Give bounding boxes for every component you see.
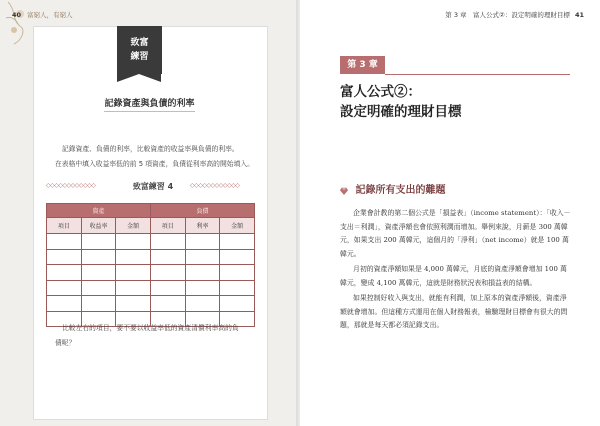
table-cell[interactable] — [220, 296, 255, 312]
table-cell[interactable] — [185, 296, 220, 312]
outro-line-2: 債呢？ — [55, 339, 76, 347]
table-cell[interactable] — [150, 265, 185, 281]
table-cell[interactable] — [220, 265, 255, 281]
intro-line-1: 記錄資產、負債的利率，比較資產的收益率與負債的利率。 — [62, 145, 239, 153]
table-cell[interactable] — [185, 265, 220, 281]
exercise-table-body — [47, 234, 255, 327]
running-head-right-text: 第 3 章 富人公式②：設定明確的理財目標 — [445, 11, 570, 19]
table-cell[interactable] — [81, 234, 116, 250]
table-cell[interactable] — [220, 280, 255, 296]
table-cell[interactable] — [47, 249, 82, 265]
exercise-badge — [117, 26, 162, 74]
decorative-dots-right: ◇◇◇◇◇◇◇◇◇◇◇◇ — [190, 182, 240, 189]
exercise-label-row — [46, 182, 255, 192]
chapter-title — [340, 82, 580, 122]
badge-line-1: 致富 — [130, 38, 149, 48]
subheading — [340, 181, 580, 196]
exercise-label: 致富練習 4 — [132, 182, 174, 191]
group-header-assets: 資產 — [47, 204, 151, 218]
page-number-right: 41 — [574, 11, 584, 19]
column-header: 項目 — [150, 218, 185, 234]
table-cell[interactable] — [220, 234, 255, 250]
column-header: 利率 — [185, 218, 220, 234]
book-gutter — [296, 0, 304, 426]
table-cell[interactable] — [116, 280, 151, 296]
table-cell[interactable] — [81, 296, 116, 312]
table-cell[interactable] — [47, 296, 82, 312]
table-row — [47, 265, 255, 281]
body-text — [340, 207, 572, 335]
outro-text — [55, 321, 265, 351]
running-head-left — [12, 10, 73, 19]
group-header-liabilities: 負債 — [150, 204, 254, 218]
table-cell[interactable] — [47, 280, 82, 296]
column-header: 金額 — [220, 218, 255, 234]
gem-icon — [340, 187, 348, 195]
badge-line-2: 練習 — [130, 52, 149, 62]
table-cell[interactable] — [185, 249, 220, 265]
chapter-badge: 第 3 章 — [340, 56, 385, 74]
table-cell[interactable] — [116, 234, 151, 250]
column-header: 項目 — [47, 218, 82, 234]
body-paragraph: 企業會計教的第二個公式是「損益表」（income statement）：「收入－支出＝利潤」，資產淨額也會依照利潤而增加。舉例來說，月薪是 300 萬韓元，如果支出 200 萬韓元，這個月的「淨利」（net income）就是 100 萬韓元。 — [340, 209, 571, 258]
chapter-title-line-2: 設定明確的理財目標 — [340, 104, 462, 120]
outro-line-1: 比較左右的項目，要不要以收益率低的資產清償利率高的負 — [62, 324, 239, 332]
subheading-text: 記錄所有支出的難題 — [355, 185, 446, 196]
table-cell[interactable] — [185, 280, 220, 296]
section-title — [33, 96, 266, 109]
table-cell[interactable] — [116, 249, 151, 265]
table-cell[interactable] — [116, 265, 151, 281]
body-paragraph: 如果控制好收入與支出，就能有利潤，加上原本的資產淨額後，資產淨額就會增加。但這種方式運用在個人財務報表，檢驗理財目標會有很大的問題，那就是每天都必須記錄支出。 — [340, 294, 568, 329]
running-head-left-text: 富窮人，有窮人 — [27, 11, 73, 19]
table-cell[interactable] — [150, 249, 185, 265]
section-title-text: 記錄資產與負債的利率 — [104, 99, 194, 112]
table-cell[interactable] — [81, 280, 116, 296]
column-header: 金額 — [116, 218, 151, 234]
page-number-left: 40 — [12, 11, 22, 19]
decorative-dots-left: ◇◇◇◇◇◇◇◇◇◇◇◇ — [46, 182, 96, 189]
chapter-title-line-1: 富人公式②： — [340, 84, 421, 100]
exercise-table — [46, 203, 255, 327]
column-header: 收益率 — [81, 218, 116, 234]
table-cell[interactable] — [150, 280, 185, 296]
table-row — [47, 280, 255, 296]
table-cell[interactable] — [47, 234, 82, 250]
running-head-right — [445, 10, 584, 19]
intro-text — [55, 142, 265, 172]
table-row — [47, 296, 255, 312]
table-cell[interactable] — [81, 265, 116, 281]
table-cell[interactable] — [116, 296, 151, 312]
table-cell[interactable] — [185, 234, 220, 250]
table-row — [47, 234, 255, 250]
table-cell[interactable] — [220, 249, 255, 265]
table-row — [47, 249, 255, 265]
table-cell[interactable] — [150, 234, 185, 250]
chapter-rule — [385, 74, 570, 75]
intro-line-2: 在表格中填入收益率低的前 5 項資產，負債從利率高的開始填入。 — [55, 160, 254, 168]
body-paragraph: 月初的資產淨額如果是 4,000 萬韓元，月底的資產淨額會增加 100 萬韓元，變成 4,100 萬韓元，這就是財務狀況表和損益表的結構。 — [340, 265, 567, 287]
table-cell[interactable] — [81, 249, 116, 265]
table-cell[interactable] — [150, 296, 185, 312]
table-cell[interactable] — [47, 265, 82, 281]
